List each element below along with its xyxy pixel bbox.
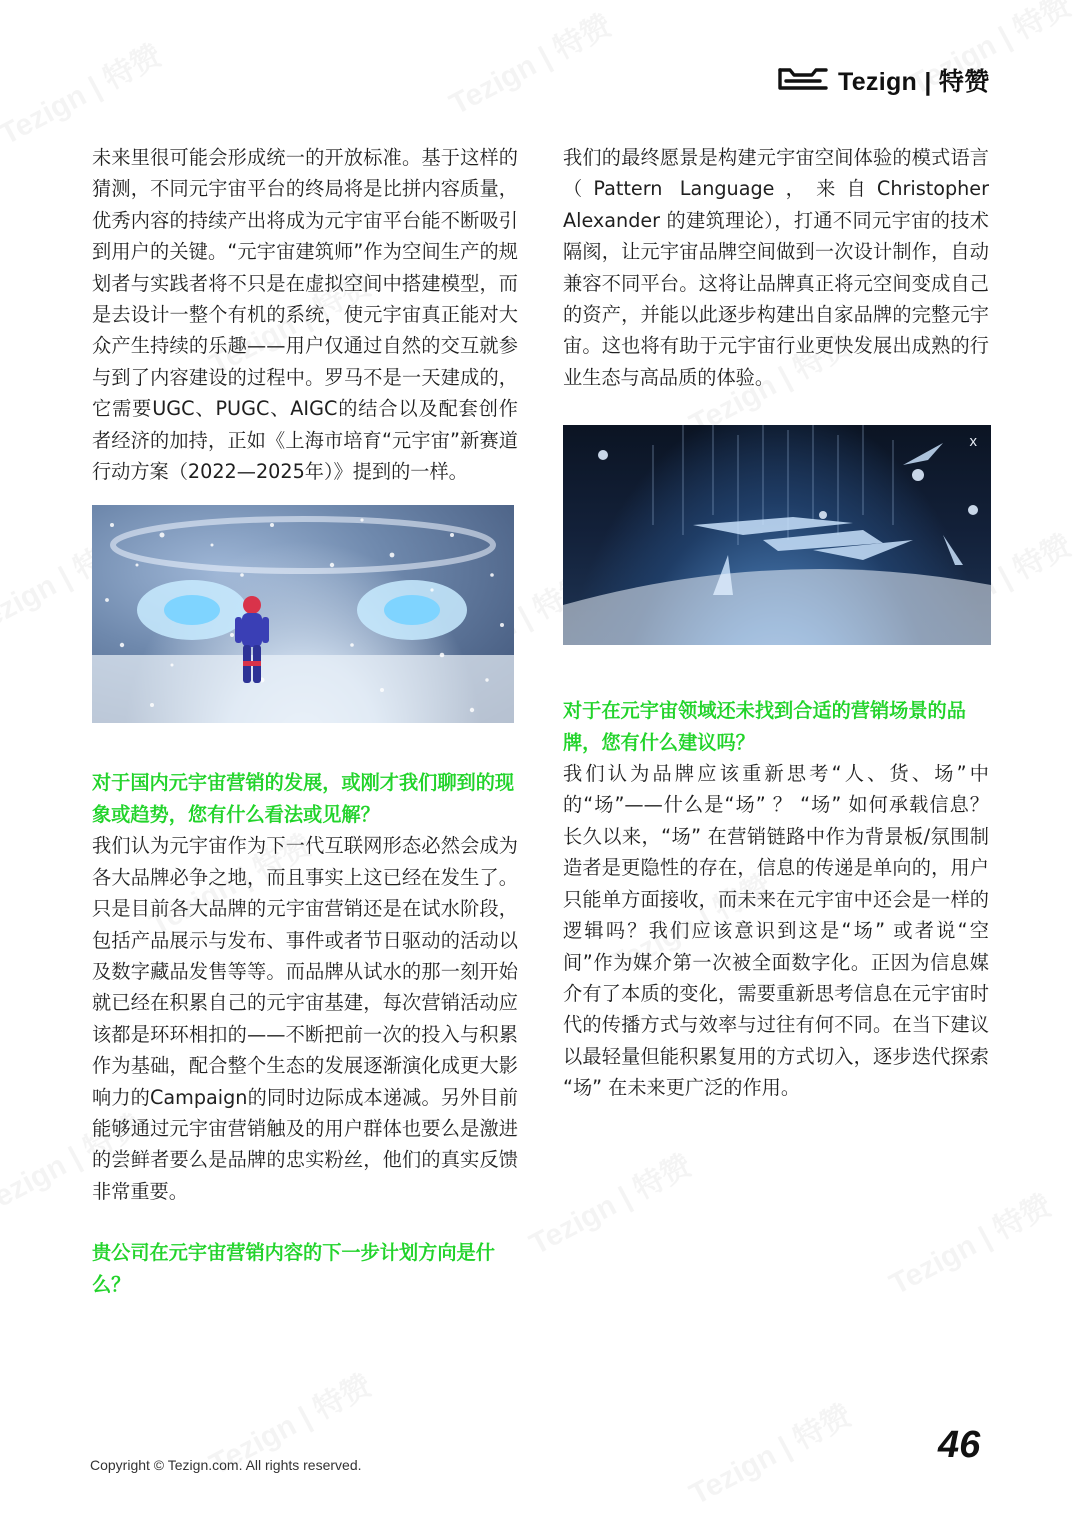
question-1: 对于国内元宇宙营销的发展，或刚才我们聊到的现象或趋势，您有什么看法或见解？	[92, 771, 515, 826]
intro-paragraph-right: 我们的最终愿景是构建元宇宙空间体验的模式语言（Pattern Language，来自Christopher Alexander 的建筑理论），打通不同元宇宙的技术隔阂，让元宇宙品牌空间做到一次设计制作，自动兼容不同平台。这将让品牌真正将元空间变成自己的资产，并能以此逐步构建出自家品牌的完整元宇宙。这也将有助于元宇宙行业更快发展出成熟的行业生态与高品质的体验。	[563, 146, 989, 389]
watermark	[440, 1, 618, 123]
answer-3: 我们认为品牌应该重新思考“人、货、场”中的“场”——什么是“场” ？ “场” 如何承载信息？ 长久以来，“场” 在营销链路中作为背景板/氛围制造者是更隐性的存在，信息的传递是单向的，用户只能单方面接收，而未来在元宇宙中还会是一样的逻辑吗？我们应该意识到这是“场” 或者说“空间”作为媒介第一次被全面数字化。正因为信息媒介有了本质的变化，需要重新思考信息在元宇宙时代的传播方式与效率与过往有何不同。在当下建议以最轻量但能积累复用的方式切入，逐步迭代探索 “场” 在未来更广泛的作用。	[563, 762, 989, 1100]
watermark	[680, 1391, 858, 1513]
watermark	[880, 1181, 1058, 1303]
question-3: 对于在元宇宙领域还未找到合适的营销场景的品牌，您有什么建议吗？	[563, 699, 966, 754]
watermark	[0, 31, 168, 153]
tezign-logo-icon	[776, 62, 830, 98]
watermark	[520, 1141, 698, 1263]
astronaut-image	[92, 505, 514, 723]
brand-name: Tezign | 特赞	[838, 68, 990, 96]
left-column	[92, 142, 518, 1300]
right-column	[563, 142, 989, 1104]
intro-paragraph-left: 未来里很可能会形成统一的开放标准。基于这样的猜测，不同元宇宙平台的终局将是比拼内容质量，优秀内容的持续产出将成为元宇宙平台能不断吸引到用户的关键。“元宇宙建筑师”作为空间生产的规划者与实践者将不只是在虚拟空间中搭建模型，而是去设计一整个有机的系统，使元宇宙真正能对大众产生持续的乐趣——用户仅通过自然的交互就参与到了内容建设的过程中。罗马不是一天建成的，它需要UGC、PUGC、AIGC的结合以及配套创作者经济的加持，正如《上海市培育“元宇宙”新赛道行动方案（2022—2025年）》提到的一样。	[92, 146, 518, 484]
question-2: 贵公司在元宇宙营销内容的下一步计划方向是什么？	[92, 1241, 495, 1296]
space-scene-image	[563, 425, 991, 645]
brand-logo	[776, 62, 990, 98]
copyright-text: Copyright © Tezign.com. All rights reserved.	[90, 1457, 362, 1473]
answer-1: 我们认为元宇宙作为下一代互联网形态必然会成为各大品牌必争之地，而且事实上这已经在发生了。 只是目前各大品牌的元宇宙营销还是在试水阶段，包括产品展示与发布、事件或者节日驱动的活动以及数字藏品发售等等。而品牌从试水的那一刻开始就已经在积累自己的元宇宙基建，每次营销活动应该都是环环相扣的——不断把前一次的投入与积累作为基础，配合整个生态的发展逐渐演化成更大影响力的Campaign的同时边际成本递减。另外目前能够通过元宇宙营销触及的用户群体也要么是激进的尝鲜者要么是品牌的忠实粉丝，他们的真实反馈非常重要。	[92, 834, 518, 1203]
page-number: 46	[938, 1424, 981, 1466]
snow-particles-icon	[92, 505, 514, 723]
space-scene-icon	[563, 425, 991, 645]
close-icon[interactable]: x	[969, 433, 977, 451]
